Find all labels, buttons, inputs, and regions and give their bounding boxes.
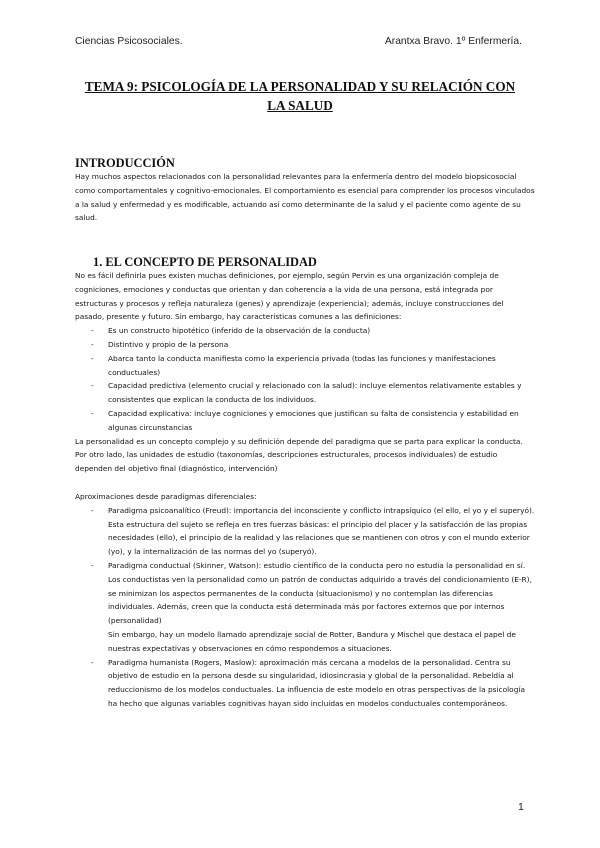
section-followup-paragraph: La personalidad es un concepto complejo y su definición depende del paradigma que se parta para explicar la conducta. Por otro lado, las unidades de estudio (taxonomías, descripciones estructurales, procesos individuales) de estudio dependen del objetivo final (diagnóstico, intervención) xyxy=(75,436,523,474)
dash-bullet: - xyxy=(91,505,94,515)
list-item: - Paradigma psicoanalítico (Freud): importancia del inconsciente y conflicto intrapsíquico (el ello, el yo y el superyó). Esta estructura del sujeto se refleja en tres fuerzas básicas: el principio del placer y la satisfacción de las propias necesidades (ello), el principio de la realidad y las relaciones que se mantienen con otros y con el mundo exterior (yo), y la internalización de las normas del yo (superyó). xyxy=(91,505,535,557)
section-body xyxy=(75,269,535,711)
dash-bullet: - xyxy=(91,326,94,336)
document-title xyxy=(66,77,534,115)
section-intro-paragraph: No es fácil definirla pues existen muchas definiciones, por ejemplo, según Pervin es una organización compleja de cogniciones, emociones y conductas que orientan y dan coherencia a la vida de una persona, está integrada por estructuras y procesos y refleja naturaleza (genes) y aprendizaje (experiencia); además, incluye construcciones del pasado, presente y futuro. Sin embargo, hay características comunes a las definiciones: xyxy=(75,271,504,322)
intro-heading: INTRODUCCIÓN xyxy=(75,156,175,170)
intro-paragraph: Hay muchos aspectos relacionados con la personalidad relevantes para la enfermería dentro del modelo biopsicosocial como comportamentales y cognitivo-emocionales. El comportamiento es esencial para comprender los procesos vinculados a la salud y enfermedad y es modificable, actuando así como determinante de la salud y el paciente como agente de su salud. xyxy=(75,172,535,223)
list-item: - Paradigma humanista (Rogers, Maslow): aproximación más cercana a modelos de la personalidad. Centra su objetivo de estudio en la persona desde su singularidad, idiosincrasia y global de la personalidad. Rebeldía al reduccionismo de los modelos conductuales. La influencia de este modelo en otras perspectivas de la psicología ha hecho que algunas variables cognitivas hayan sido incluidas en modelos conductuales contemporáneos. xyxy=(91,657,525,708)
title-line: LA SALUD xyxy=(267,98,333,113)
list-item: - Abarca tanto la conducta manifiesta como la experiencia privada (todas las funciones y manifestaciones conductuales) xyxy=(91,353,496,377)
header-course: Ciencias Psicosociales. xyxy=(75,36,183,47)
section-heading: 1. EL CONCEPTO DE PERSONALIDAD xyxy=(93,255,317,269)
page-number: 1 xyxy=(518,801,524,813)
dash-bullet: - xyxy=(91,560,94,570)
dash-bullet: - xyxy=(91,657,94,667)
behavioral-note: Sin embargo, hay un modelo llamado aprendizaje social de Rotter, Bandura y Mischel que destaca el papel de nuestras expectativas y observaciones en cómo respondemos a situaciones. xyxy=(108,629,516,653)
title-line: TEMA 9: PSICOLOGÍA DE LA PERSONALIDAD Y SU RELACIÓN CON xyxy=(84,79,516,94)
header-author: Arantxa Bravo. 1º Enfermería. xyxy=(384,36,522,47)
page-header xyxy=(75,36,522,47)
dash-bullet: - xyxy=(91,339,94,349)
characteristics-list xyxy=(75,324,535,434)
list-item: - Capacidad predictiva (elemento crucial y relacionado con la salud): incluye elementos relativamente estables y consistentes que explican la conducta de los individuos. xyxy=(91,381,522,405)
dash-bullet: - xyxy=(91,353,94,363)
list-item: - Distintivo y propio de la persona xyxy=(75,338,535,352)
dash-bullet: - xyxy=(91,408,94,418)
list-item: - Paradigma conductual (Skinner, Watson): estudio científico de la conducta pero no estudia la personalidad en sí. Los conductistas ven la personalidad como un patrón de conductas adquirido a través del condicionamiento (E-R), se minimizan los aspectos permanentes de la conducta (situacionismo) y no contemplan las diferencias individuales. Además, creen que la conducta está determinada más por factores externos que por internos (personalidad) Sin embargo, hay un modelo llamado aprendizaje social de Rotter, Bandura y Mischel que destaca el papel de nuestras expectativas y observaciones en cómo respondemos a situaciones. xyxy=(91,560,532,653)
list-item: - Es un constructo hipotético (inferido de la observación de la conducta) xyxy=(75,324,535,338)
list-item: - Capacidad explicativa: incluye cogniciones y emociones que justifican su falta de consistencia y estabilidad en algunas circunstancias xyxy=(91,408,519,432)
dash-bullet: - xyxy=(91,381,94,391)
approaches-list xyxy=(75,504,535,711)
approaches-heading: Aproximaciones desde paradigmas diferenciales: xyxy=(75,491,257,501)
